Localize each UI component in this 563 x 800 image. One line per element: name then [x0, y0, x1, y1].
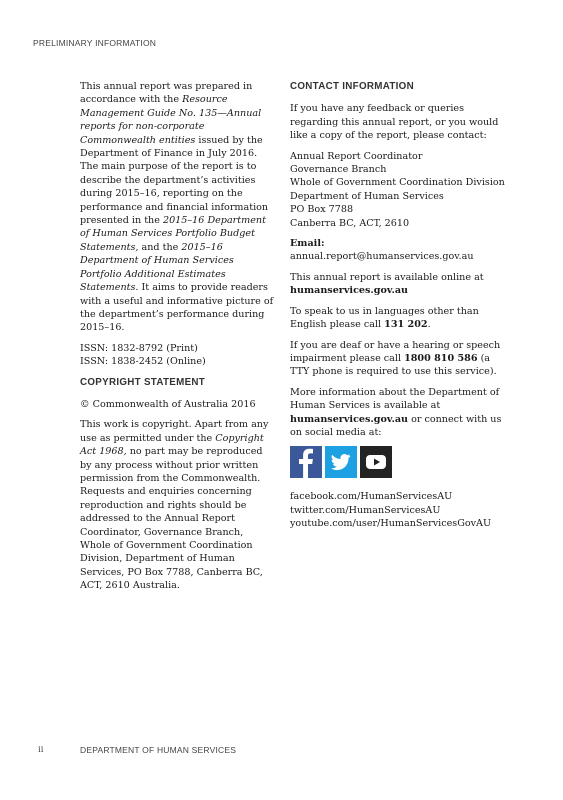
email-link[interactable]: annual.report@humanservices.gov.au — [290, 251, 474, 263]
more-info: More information about the Department of Human Services is available at humanservices.gov.au or connect with us on social media at: — [290, 386, 502, 438]
more-info-url[interactable]: humanservices.gov.au — [290, 413, 409, 425]
facebook-icon[interactable] — [290, 446, 322, 478]
email-label: Email: — [290, 238, 325, 250]
youtube-link[interactable]: youtube.com/user/HumanServicesGovAU — [290, 518, 492, 530]
online-url[interactable]: humanservices.gov.au — [290, 285, 409, 297]
languages-info: To speak to us in languages other than English please call 131 202. — [290, 305, 479, 331]
issn-print: ISSN: 1832-8792 (Print) — [80, 342, 198, 354]
online-availability: This annual report is available online at humanservices.gov.au — [290, 271, 484, 297]
copyright-heading: COPYRIGHT STATEMENT — [80, 376, 206, 388]
intro-paragraph: This annual report was prepared in accordance with the Resource Management Guide No. 135—Annual reports for non-corporate Commonwealth entities issued by the Department of Finance in July 2016. The main purpose of the report is to describe the department’s activities during 2015–16, reporting on the performance and financial information presented in the 2015–16 Department of Human Services Portfolio Budget Statements, and the 2015–16 Department of Human Services Portfolio Additional Estimates Statements. It aims to provide readers with a useful and informative picture of the department’s performance during 2015–16. — [80, 81, 274, 334]
tty-phone[interactable]: 1800 810 586 — [404, 352, 478, 364]
footer-org-name: DEPARTMENT OF HUMAN SERVICES — [80, 745, 237, 755]
left-column — [80, 80, 276, 600]
feedback-text: If you have any feedback or queries regarding this annual report, or you would like a copy of the report, please contact: — [290, 103, 499, 142]
facebook-link[interactable]: facebook.com/HumanServicesAU — [290, 491, 453, 503]
contact-heading: CONTACT INFORMATION — [290, 81, 414, 92]
language-phone[interactable]: 131 202 — [384, 319, 428, 331]
youtube-icon[interactable] — [360, 446, 392, 478]
twitter-icon[interactable] — [325, 446, 357, 478]
issn-block — [80, 342, 276, 369]
issn-online: ISSN: 1838-2452 (Online) — [80, 356, 206, 368]
social-icons — [290, 446, 505, 478]
contact-address: Annual Report Coordinator Governance Branch Whole of Government Coordination Division Department of Human Services PO Box 7788 Canberra BC, ACT, 2610 — [290, 150, 505, 229]
running-header: PRELIMINARY INFORMATION — [33, 38, 157, 48]
page-number: ii — [38, 745, 44, 755]
right-column — [290, 80, 505, 531]
social-links — [290, 490, 505, 530]
twitter-link[interactable]: twitter.com/HumanServicesAU — [290, 504, 441, 516]
tty-info: If you are deaf or have a hearing or speech impairment please call 1800 810 586 (a TTY phone is required to use this service). — [290, 339, 501, 378]
copyright-line: © Commonwealth of Australia 2016 — [80, 398, 256, 410]
copyright-body: This work is copyright. Apart from any use as permitted under the Copyright Act 1968, no part may be reproduced by any process without prior written permission from the Commonwealth. Requests and enquiries concerning reproduction and rights should be addressed to the Annual Report Coordinator, Governance Branch, Whole of Government Coordination Division, Department of Human Services, PO Box 7788, Canberra BC, ACT, 2610 Australia. — [80, 419, 269, 592]
